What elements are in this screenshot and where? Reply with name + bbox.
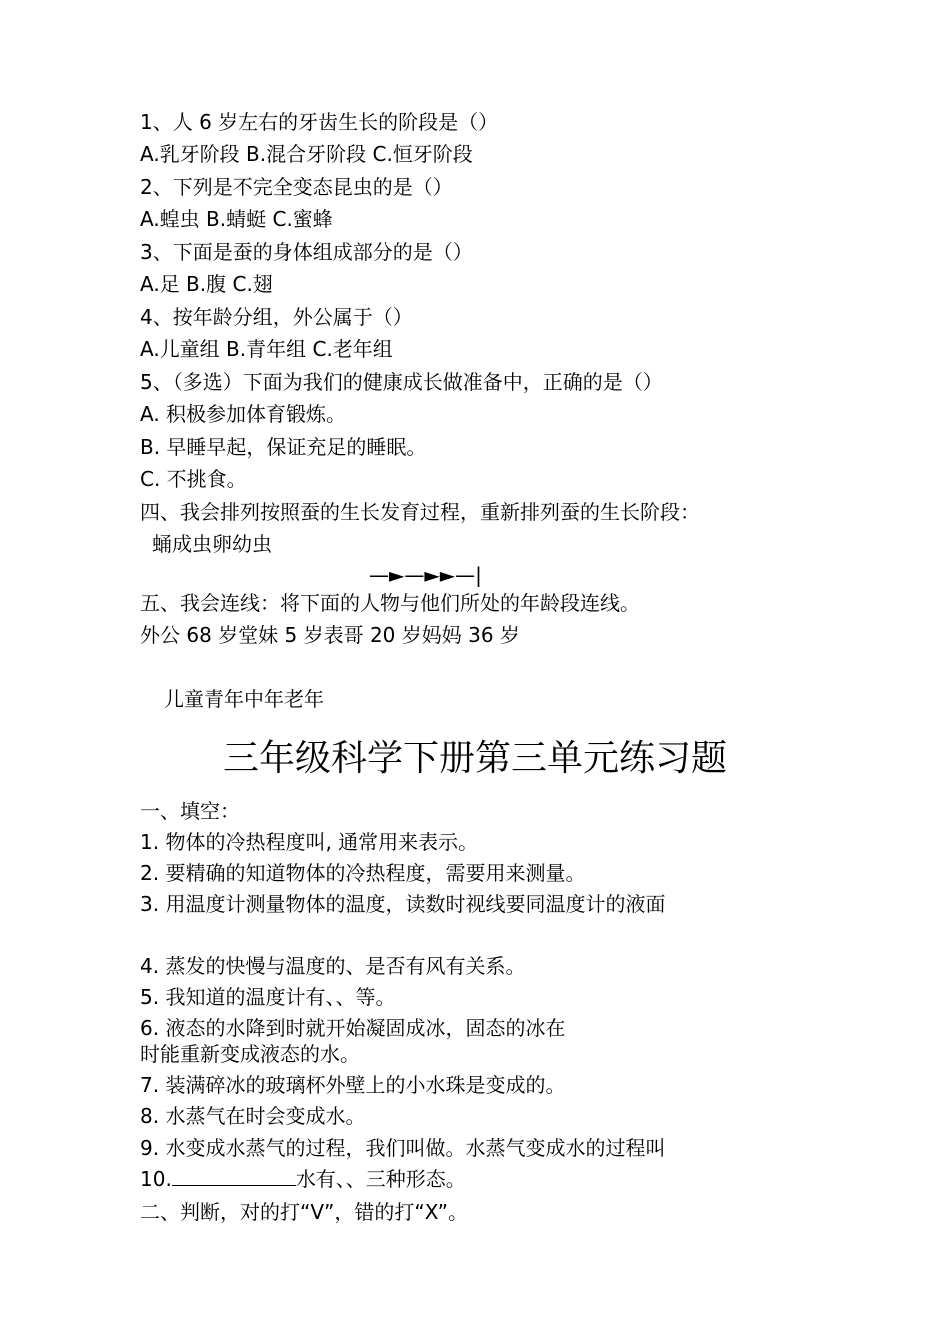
question-4: 4、按年龄分组，外公属于（）: [140, 305, 413, 329]
question-3: 3、下面是蚕的身体组成部分的是（）: [140, 240, 473, 264]
answer-blank: [172, 1165, 296, 1186]
silkworm-stages: 蛹成虫卵幼虫: [152, 532, 272, 556]
fill-item-5: 5. 我知道的温度计有、、等。: [140, 985, 396, 1009]
fill-item-9: 9. 水变成水蒸气的过程，我们叫做。水蒸气变成水的过程叫: [140, 1136, 666, 1160]
fill-section-heading: 一、填空：: [140, 799, 240, 823]
fill-item-2: 2. 要精确的知道物体的冷热程度，需要用来测量。: [140, 861, 586, 885]
section-five-heading: 五、我会连线：将下面的人物与他们所处的年龄段连线。: [140, 591, 640, 615]
fill-item-8: 8. 水蒸气在时会变成水。: [140, 1104, 366, 1128]
question-5-option-a: A. 积极参加体育锻炼。: [140, 402, 347, 426]
fill-item-4: 4. 蒸发的快慢与温度的、是否有风有关系。: [140, 954, 526, 978]
people-list: 外公 68 岁堂妹 5 岁表哥 20 岁妈妈 36 岁: [140, 623, 520, 647]
question-2-options: A.蝗虫 B.蜻蜓 C.蜜蜂: [140, 207, 333, 231]
section-four-heading: 四、我会排列按照蚕的生长发育过程，重新排列蚕的生长阶段：: [140, 500, 700, 524]
fill-item-1: 1. 物体的冷热程度叫, 通常用来表示。: [140, 830, 479, 854]
page-title: 三年级科学下册第三单元练习题: [222, 738, 727, 779]
question-3-options: A.足 B.腹 C.翅: [140, 272, 273, 296]
question-1: 1、人 6 岁左右的牙齿生长的阶段是（）: [140, 110, 499, 134]
stage-arrows: —►—►►—|: [369, 563, 482, 587]
question-4-options: A.儿童组 B.青年组 C.老年组: [140, 337, 393, 361]
fill-item-6: 6. 液态的水降到时就开始凝固成冰，固态的冰在: [140, 1016, 566, 1040]
fill-item-6-continued: 时能重新变成液态的水。: [140, 1042, 360, 1066]
fill-item-3: 3. 用温度计测量物体的温度，读数时视线要同温度计的液面: [140, 892, 666, 916]
judge-section-heading: 二、判断，对的打“V”，错的打“X”。: [140, 1200, 469, 1224]
question-5-option-c: C. 不挑食。: [140, 467, 247, 491]
question-5-option-b: B. 早睡早起，保证充足的睡眠。: [140, 435, 427, 459]
fill-item-10-number: 10.: [140, 1167, 172, 1191]
fill-item-10: [140, 1165, 466, 1193]
fill-item-7: 7. 装满碎冰的玻璃杯外壁上的小水珠是变成的。: [140, 1073, 566, 1097]
question-1-options: A.乳牙阶段 B.混合牙阶段 C.恒牙阶段: [140, 142, 473, 166]
question-2: 2、下列是不完全变态昆虫的是（）: [140, 175, 453, 199]
fill-item-10-text: 水有、、三种形态。: [295, 1167, 466, 1191]
age-groups: 儿童青年中年老年: [164, 687, 324, 711]
question-5: 5、（多选）下面为我们的健康成长做准备中，正确的是（）: [140, 370, 663, 394]
